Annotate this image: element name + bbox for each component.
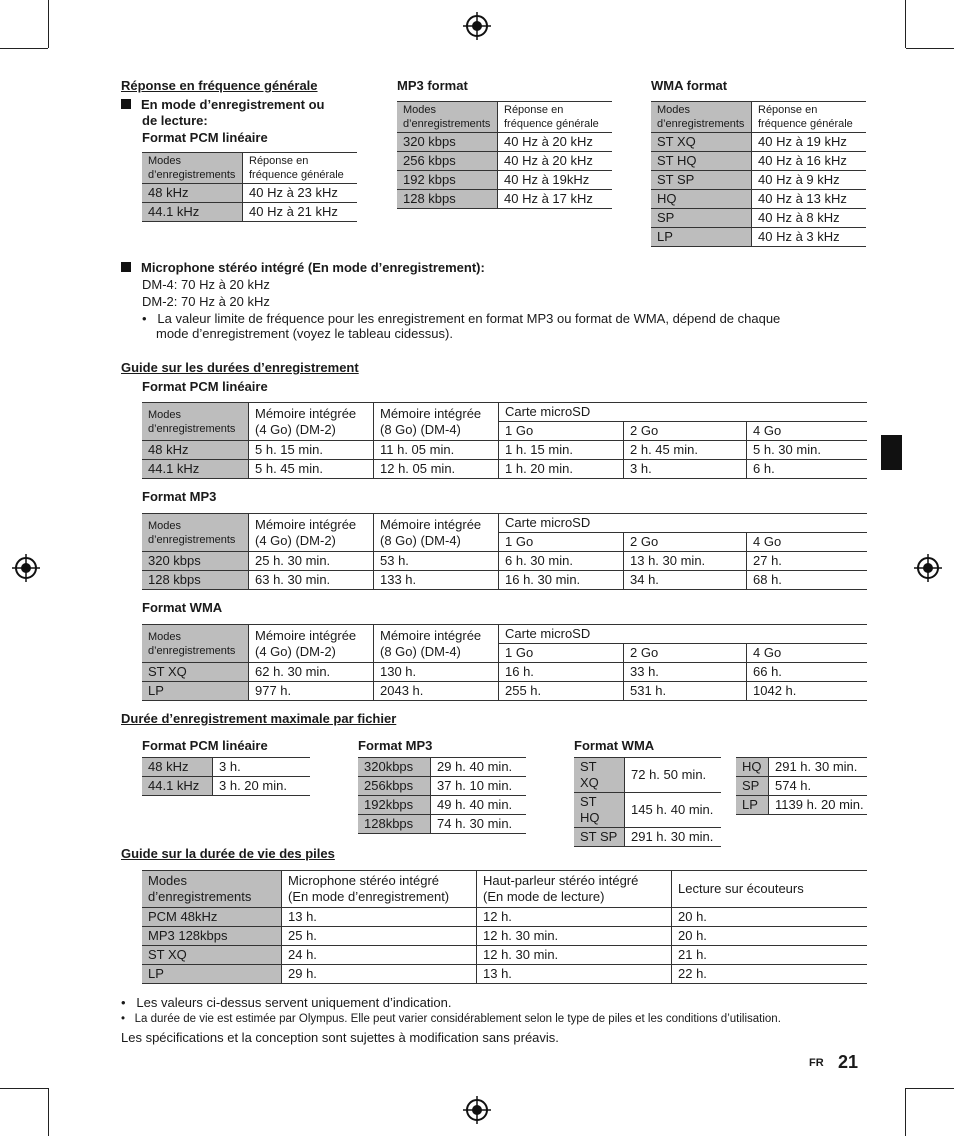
page-tab [881, 435, 902, 470]
table-row: ST SP 40 Hz à 9 kHz [651, 171, 866, 190]
mic-dm2: DM-2: 70 Hz à 20 kHz [142, 294, 270, 309]
bullet-square-icon [121, 262, 131, 272]
table-row: PCM 48kHz 13 h. 12 h. 20 h. [142, 908, 867, 927]
header-cell: Carte microSD [499, 403, 868, 422]
durations-title: Guide sur les durées d’enregistrement [121, 360, 359, 375]
header-cell: Modes d’enregistrements [142, 514, 249, 552]
table-row: MP3 128kbps 25 h. 12 h. 30 min. 20 h. [142, 927, 867, 946]
header-cell: Modes d’enregistrements [142, 153, 243, 184]
table-row: SP 40 Hz à 8 kHz [651, 209, 866, 228]
table-row: SP 574 h. [736, 777, 867, 796]
header-cell: Modes d’enregistrements [651, 102, 752, 133]
table-row: 48 kHz 40 Hz à 23 kHz [142, 184, 357, 203]
note-1: • Les valeurs ci-dessus servent uniquement d’indication. [121, 995, 452, 1010]
table-row: 256 kbps 40 Hz à 20 kHz [397, 152, 612, 171]
maxfile-wma-table-a [574, 757, 721, 847]
maxfile-mp3-table [358, 757, 526, 834]
battery-table [142, 870, 867, 984]
crop-mark [0, 1088, 48, 1089]
registration-mark-icon [914, 554, 942, 582]
bullet-square-icon [121, 99, 131, 109]
battery-title: Guide sur la durée de vie des piles [121, 846, 335, 861]
note-2: • La durée de vie est estimée par Olympus. Elle peut varier considérablement selon le type de piles et les conditions d’utilisation. [121, 1013, 781, 1025]
header-cell: Modes d’enregistrements [397, 102, 498, 133]
table-row: 320kbps 29 h. 40 min. [358, 758, 526, 777]
mic-note: • La valeur limite de fréquence pour les enregistrement en format MP3 ou format de WMA, dépend de chaque [142, 311, 781, 326]
mic-heading: Microphone stéréo intégré (En mode d’enregistrement): [121, 260, 485, 275]
registration-mark-icon [12, 554, 40, 582]
freq-mode-heading-cont: de lecture: [142, 113, 208, 128]
header-cell: Carte microSD [499, 625, 868, 644]
header-cell: Mémoire intégrée (8 Go) (DM-4) [374, 625, 499, 663]
durations-mp3-table: Modes d’enregistrements Mémoire intégrée (4 Go) (DM-2) Mémoire intégrée (8 Go) (DM-4) Carte microSD 1 Go 2 Go 4 Go 320 kbps 25 h. 30 min. 53 h. 6 h. 30 min. 13 h. 30 min. 27 h. 128 kbps 63 h. 30 min. 133 h. 16 h. 30 min. 34 h. 68 h. [142, 513, 867, 590]
table-row: 44.1 kHz 5 h. 45 min. 12 h. 05 min. 1 h. 20 min. 3 h. 6 h. [142, 460, 867, 479]
freq-mode-heading: En mode d’enregistrement ou [121, 97, 324, 112]
crop-mark [905, 0, 906, 48]
maxfile-pcm-title: Format PCM linéaire [142, 738, 268, 753]
table-row: ST XQ 62 h. 30 min. 130 h. 16 h. 33 h. 66 h. [142, 663, 867, 682]
header-cell: Mémoire intégrée (4 Go) (DM-2) [249, 625, 374, 663]
registration-mark-icon [463, 1096, 491, 1124]
table-row: 44.1 kHz 3 h. 20 min. [142, 777, 310, 796]
header-cell: Modes d’enregistrements [142, 871, 282, 908]
durations-pcm-title: Format PCM linéaire [142, 379, 268, 394]
table-row: ST XQ 40 Hz à 19 kHz [651, 133, 866, 152]
header-cell: Mémoire intégrée (4 Go) (DM-2) [249, 514, 374, 552]
durations-wma-title: Format WMA [142, 600, 223, 615]
header-cell: Réponse en fréquence générale [752, 102, 867, 133]
table-row: 48 kHz 3 h. [142, 758, 310, 777]
header-cell: Lecture sur écouteurs [672, 871, 868, 908]
freq-wma-title: WMA format [651, 78, 728, 93]
table-row: 320 kbps 40 Hz à 20 kHz [397, 133, 612, 152]
freq-mp3-table [397, 101, 612, 209]
table-row: LP 29 h. 13 h. 22 h. [142, 965, 867, 984]
table-row: LP 40 Hz à 3 kHz [651, 228, 866, 247]
footer-lang: FR [809, 1057, 824, 1069]
mic-note-cont: mode d’enregistrement (voyez le tableau cidessus). [156, 326, 453, 341]
page-number: 21 [838, 1052, 859, 1072]
crop-mark [906, 48, 954, 49]
table-row: HQ 40 Hz à 13 kHz [651, 190, 866, 209]
table-row: ST HQ 145 h. 40 min. [574, 793, 721, 828]
maxfile-pcm-table [142, 757, 310, 796]
table-row: 128 kbps 63 h. 30 min. 133 h. 16 h. 30 min. 34 h. 68 h. [142, 571, 867, 590]
maxfile-wma-title: Format WMA [574, 738, 655, 753]
table-row: ST SP 291 h. 30 min. [574, 828, 721, 847]
header-cell: Réponse en fréquence générale [498, 102, 613, 133]
header-cell: Réponse en fréquence générale [243, 153, 358, 184]
header-cell: Modes d’enregistrements [142, 403, 249, 441]
header-cell: Modes d’enregistrements [142, 625, 249, 663]
table-row: ST XQ 72 h. 50 min. [574, 758, 721, 793]
header-cell: Carte microSD [499, 514, 868, 533]
table-row: 192 kbps 40 Hz à 19kHz [397, 171, 612, 190]
table-row: 320 kbps 25 h. 30 min. 53 h. 6 h. 30 min. 13 h. 30 min. 27 h. [142, 552, 867, 571]
table-row: ST XQ 24 h. 12 h. 30 min. 21 h. [142, 946, 867, 965]
maxfile-mp3-title: Format MP3 [358, 738, 433, 753]
crop-mark [905, 1088, 906, 1136]
maxfile-title: Durée d’enregistrement maximale par fichier [121, 711, 397, 726]
header-cell: Microphone stéréo intégré (En mode d’enregistrement) [282, 871, 477, 908]
note-3: Les spécifications et la conception sont sujettes à modification sans préavis. [121, 1030, 559, 1045]
table-row: ST HQ 40 Hz à 16 kHz [651, 152, 866, 171]
registration-mark-icon [463, 12, 491, 40]
table-row: 192kbps 49 h. 40 min. [358, 796, 526, 815]
table-row: 128kbps 74 h. 30 min. [358, 815, 526, 834]
header-cell: Mémoire intégrée (4 Go) (DM-2) [249, 403, 374, 441]
table-row: HQ 291 h. 30 min. [736, 758, 867, 777]
durations-pcm-table: Modes d’enregistrements Mémoire intégrée (4 Go) (DM-2) Mémoire intégrée (8 Go) (DM-4) Carte microSD 1 Go 2 Go 4 Go 48 kHz 5 h. 15 min. 11 h. 05 min. 1 h. 15 min. 2 h. 45 min. 5 h. 30 min. 44.1 kHz 5 h. 45 min. 12 h. 05 min. 1 h. 20 min. 3 h. 6 h. [142, 402, 867, 479]
durations-wma-table: Modes d’enregistrements Mémoire intégrée (4 Go) (DM-2) Mémoire intégrée (8 Go) (DM-4) Carte microSD 1 Go 2 Go 4 Go ST XQ 62 h. 30 min. 130 h. 16 h. 33 h. 66 h. LP 977 h. 2043 h. 255 h. 531 h. 1042 h. [142, 624, 867, 701]
maxfile-wma-table-b [736, 757, 867, 815]
crop-mark [0, 48, 48, 49]
table-row: 48 kHz 5 h. 15 min. 11 h. 05 min. 1 h. 15 min. 2 h. 45 min. 5 h. 30 min. [142, 441, 867, 460]
crop-mark [48, 1088, 49, 1136]
freq-pcm-title: Format PCM linéaire [142, 130, 268, 145]
header-cell: Haut-parleur stéréo intégré (En mode de lecture) [477, 871, 672, 908]
table-row: LP 1139 h. 20 min. [736, 796, 867, 815]
header-cell: Mémoire intégrée (8 Go) (DM-4) [374, 403, 499, 441]
freq-title: Réponse en fréquence générale [121, 78, 318, 93]
freq-pcm-table [142, 152, 357, 222]
freq-mp3-title: MP3 format [397, 78, 468, 93]
table-row: 256kbps 37 h. 10 min. [358, 777, 526, 796]
mic-dm4: DM-4: 70 Hz à 20 kHz [142, 277, 270, 292]
crop-mark [48, 0, 49, 48]
crop-mark [906, 1088, 954, 1089]
freq-wma-table [651, 101, 866, 247]
table-row: 128 kbps 40 Hz à 17 kHz [397, 190, 612, 209]
table-row: LP 977 h. 2043 h. 255 h. 531 h. 1042 h. [142, 682, 867, 701]
table-row: 44.1 kHz 40 Hz à 21 kHz [142, 203, 357, 222]
header-cell: Mémoire intégrée (8 Go) (DM-4) [374, 514, 499, 552]
durations-mp3-title: Format MP3 [142, 489, 217, 504]
